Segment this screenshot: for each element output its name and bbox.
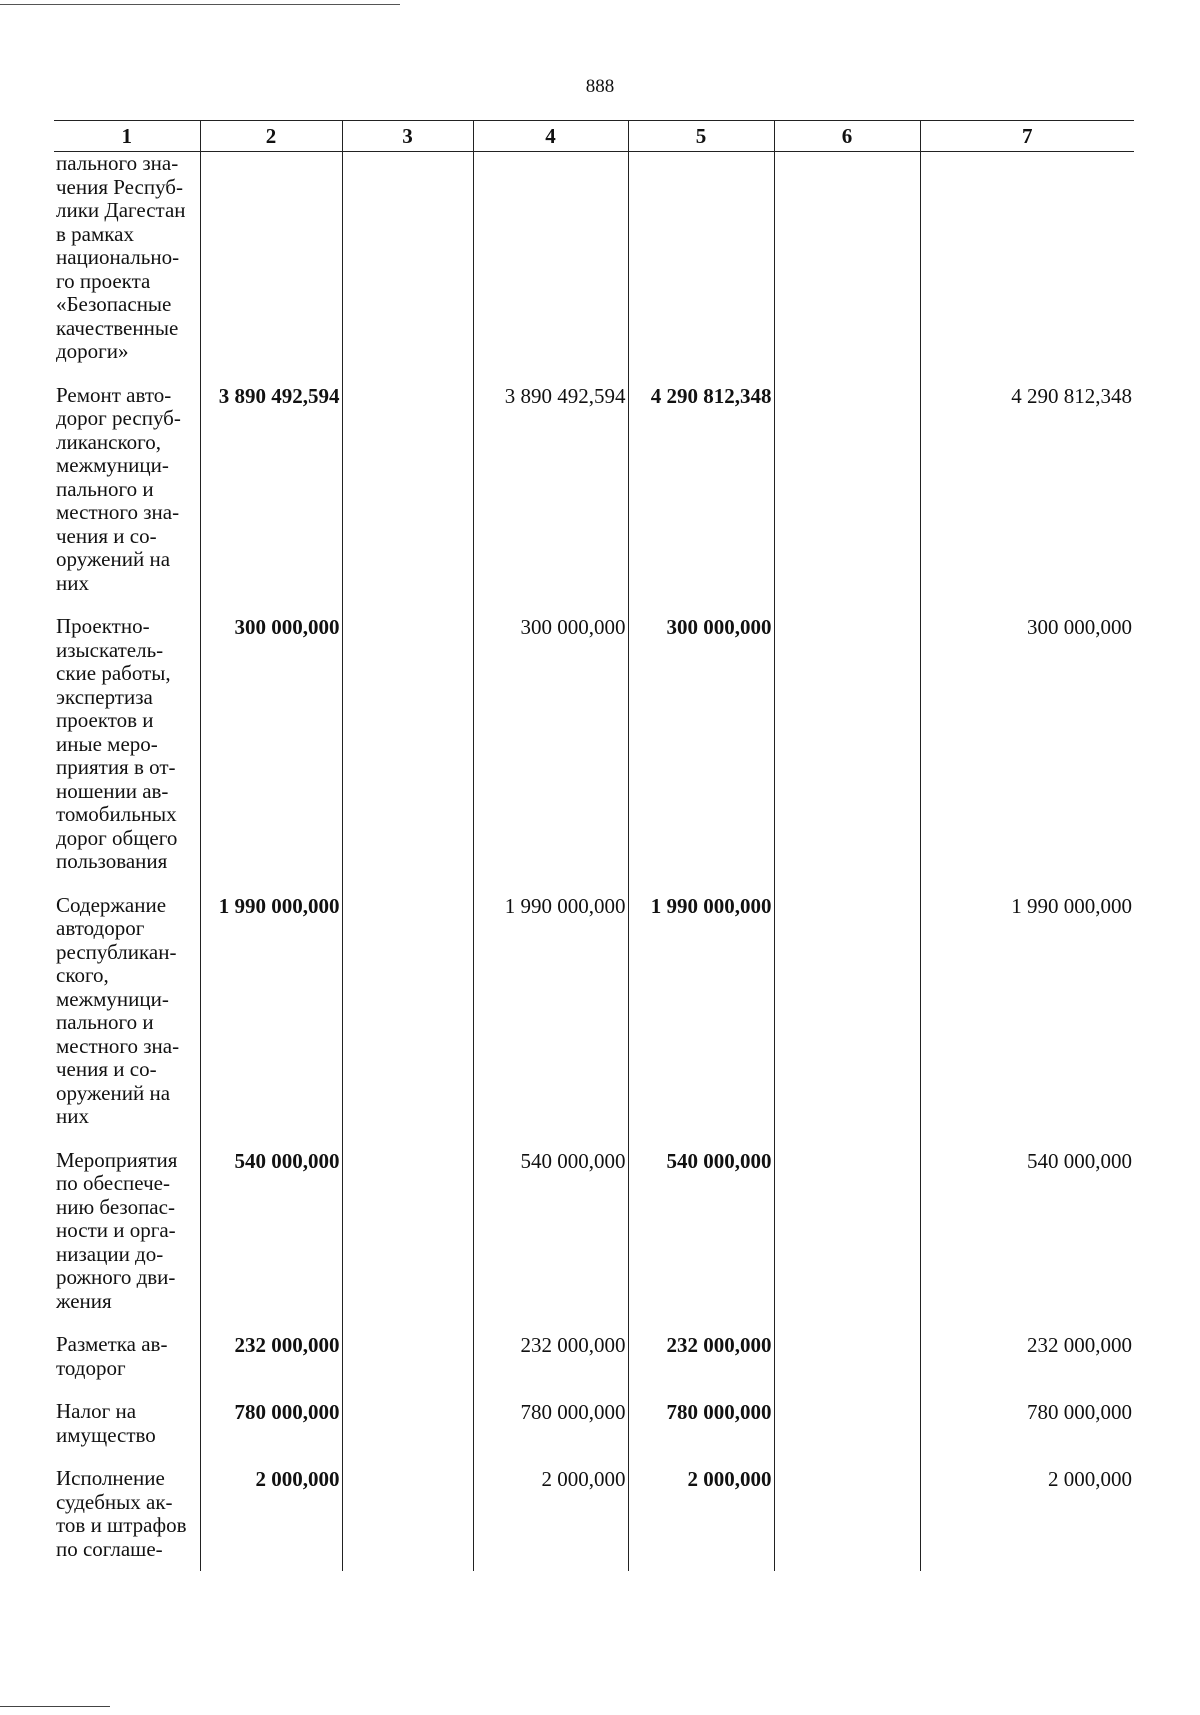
column-header: 2 [200,121,342,152]
column-header: 1 [54,121,200,152]
value-cell-col5: 232 000,000 [628,1333,774,1400]
value-cell-col6 [774,1149,920,1334]
value-cell-col2: 232 000,000 [200,1333,342,1400]
value-cell-col7: 780 000,000 [920,1400,1134,1467]
value-cell-col6 [774,384,920,616]
row-label: Разметка ав- тодорог [56,1332,168,1380]
table-row [54,615,1134,894]
value-cell-col5: 4 290 812,348 [628,384,774,616]
table-header-row [54,121,1134,152]
budget-table [54,120,1134,1571]
row-label: Мероприятия по обеспече- нию безопас- ности и орга- низации до- рожного дви- жения [56,1147,178,1313]
value-cell-col7: 4 290 812,348 [920,384,1134,616]
value-cell-col4: 300 000,000 [473,615,628,894]
value-cell-col4: 780 000,000 [473,1400,628,1467]
column-header: 3 [342,121,473,152]
value-cell-col3 [342,1400,473,1467]
value-cell-col6 [774,615,920,894]
value-cell-col2: 780 000,000 [200,1400,342,1467]
value-cell-col3 [342,384,473,616]
top-rule [0,4,400,5]
value-cell-col7: 540 000,000 [920,1149,1134,1334]
value-cell-col4: 2 000,000 [473,1467,628,1571]
value-cell-col6 [774,152,920,384]
value-cell-col3 [342,1149,473,1334]
value-cell-col4 [473,152,628,384]
value-cell-col5: 2 000,000 [628,1467,774,1571]
column-header: 4 [473,121,628,152]
table-row [54,1400,1134,1467]
bottom-rule [0,1706,110,1707]
value-cell-col7 [920,152,1134,384]
value-cell-col2: 2 000,000 [200,1467,342,1571]
table-row [54,894,1134,1149]
value-cell-col6 [774,894,920,1149]
value-cell-col2: 300 000,000 [200,615,342,894]
value-cell-col7: 232 000,000 [920,1333,1134,1400]
value-cell-col5: 780 000,000 [628,1400,774,1467]
value-cell-col5: 540 000,000 [628,1149,774,1334]
table-row [54,152,1134,384]
value-cell-col6 [774,1333,920,1400]
value-cell-col2 [200,152,342,384]
value-cell-col5: 1 990 000,000 [628,894,774,1149]
row-label: Налог на имущество [56,1399,156,1447]
value-cell-col2: 3 890 492,594 [200,384,342,616]
column-header: 5 [628,121,774,152]
column-header: 7 [920,121,1134,152]
value-cell-col3 [342,152,473,384]
value-cell-col4: 3 890 492,594 [473,384,628,616]
column-header: 6 [774,121,920,152]
page-number: 888 [585,76,615,97]
value-cell-col6 [774,1400,920,1467]
value-cell-col4: 540 000,000 [473,1149,628,1334]
row-label: Проектно- изыскатель- ские работы, экспертиза проектов и иные меро- приятия в от- ношении ав- томобильных дорог общего пользования [56,614,178,873]
value-cell-col4: 1 990 000,000 [473,894,628,1149]
value-cell-col3 [342,1467,473,1571]
value-cell-col4: 232 000,000 [473,1333,628,1400]
table-row [54,1149,1134,1334]
row-label: Содержание автодорог республикан- ского, межмуници- пального и местного зна- чения и со- оружений на них [56,892,180,1128]
row-label: Исполнение судебных ак- тов и штрафов по соглаше- [56,1466,187,1561]
row-label: Ремонт авто- дорог респуб- ликанского, межмуници- пального и местного зна- чения и со- оружений на них [56,382,181,595]
value-cell-col7: 300 000,000 [920,615,1134,894]
value-cell-col5: 300 000,000 [628,615,774,894]
row-label: пального зна- чения Респуб- лики Дагестан в рамках национально- го проекта «Безопасные качественные дороги» [56,151,186,363]
table-row [54,1467,1134,1571]
value-cell-col7: 1 990 000,000 [920,894,1134,1149]
table-row [54,384,1134,616]
value-cell-col6 [774,1467,920,1571]
value-cell-col3 [342,1333,473,1400]
value-cell-col7: 2 000,000 [920,1467,1134,1571]
value-cell-col3 [342,894,473,1149]
value-cell-col2: 540 000,000 [200,1149,342,1334]
value-cell-col5 [628,152,774,384]
value-cell-col3 [342,615,473,894]
table-row [54,1333,1134,1400]
value-cell-col2: 1 990 000,000 [200,894,342,1149]
